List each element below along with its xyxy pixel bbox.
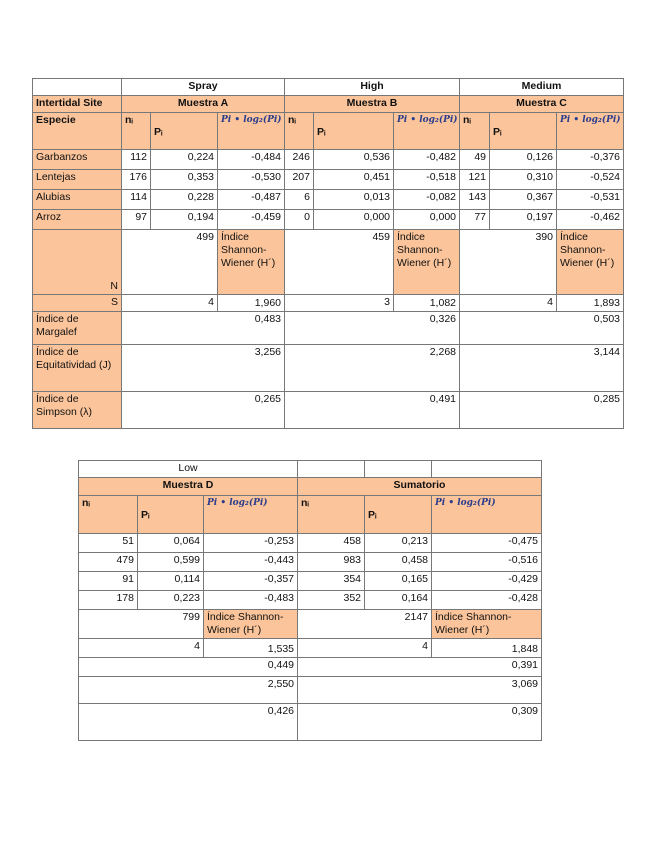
diversity-table-site-d-sum [78, 460, 542, 741]
ni-header: nᵢ [122, 113, 151, 150]
formula-header: Pi • log₂(Pi) [218, 113, 285, 150]
blank-cell [298, 461, 365, 478]
diversity-table-sites-a-c [32, 78, 624, 429]
species-row [79, 553, 542, 572]
ni-value: 112 [122, 150, 151, 170]
site-row [33, 79, 624, 96]
equit-value: 2,268 [285, 345, 460, 392]
species-row [33, 150, 624, 170]
s-label: S [33, 295, 122, 312]
pi-value: 0,213 [365, 534, 432, 553]
margalef-row [33, 312, 624, 345]
sample-name: Muestra C [460, 96, 624, 113]
pi-header: Pᵢ [317, 126, 326, 138]
equit-value: 2,550 [79, 677, 298, 704]
shannon-value: 1,535 [204, 639, 298, 658]
n-value: 459 [285, 230, 394, 295]
species-row [33, 190, 624, 210]
ni-value: 983 [298, 553, 365, 572]
shannon-value: 1,960 [218, 295, 285, 312]
simpson-value: 0,426 [79, 704, 298, 741]
n-label: N [33, 230, 122, 295]
site-row [79, 461, 542, 478]
pilog-value: -0,428 [432, 591, 542, 610]
shannon-label: Índice Shannon-Wiener (H´) [218, 230, 285, 295]
pi-value: 0,224 [151, 150, 218, 170]
pi-value: 0,223 [138, 591, 204, 610]
species-name: Lentejas [33, 170, 122, 190]
ni-value: 176 [122, 170, 151, 190]
pi-header-cell [314, 113, 394, 150]
site-label: Intertidal Site [33, 96, 122, 113]
pilog-value: -0,531 [557, 190, 624, 210]
shannon-value: 1,848 [432, 639, 542, 658]
pi-value: 0,013 [314, 190, 394, 210]
n-row [33, 230, 624, 295]
species-name: Garbanzos [33, 150, 122, 170]
ni-value: 6 [285, 190, 314, 210]
margalef-value: 0,449 [79, 658, 298, 677]
pi-value: 0,353 [151, 170, 218, 190]
ni-value: 114 [122, 190, 151, 210]
species-row [79, 572, 542, 591]
blank-cell [365, 461, 432, 478]
pi-header: Pᵢ [154, 126, 163, 138]
header-row [79, 496, 542, 534]
n-value: 499 [122, 230, 218, 295]
ni-header: nᵢ [298, 496, 365, 534]
ni-value: 207 [285, 170, 314, 190]
site-name: Spray [122, 79, 285, 96]
pilog-value: -0,530 [218, 170, 285, 190]
pi-value: 0,114 [138, 572, 204, 591]
pi-value: 0,458 [365, 553, 432, 572]
n-value: 2147 [298, 610, 432, 639]
pi-header: Pᵢ [141, 509, 150, 521]
ni-value: 143 [460, 190, 490, 210]
ni-value: 246 [285, 150, 314, 170]
site-name: High [285, 79, 460, 96]
formula-header: Pi • log₂(Pi) [394, 113, 460, 150]
shannon-label: Índice Shannon-Wiener (H´) [394, 230, 460, 295]
pilog-value: -0,376 [557, 150, 624, 170]
pi-value: 0,536 [314, 150, 394, 170]
pilog-value: -0,483 [204, 591, 298, 610]
ni-value: 77 [460, 210, 490, 230]
shannon-value: 1,082 [394, 295, 460, 312]
sample-name: Muestra D [79, 478, 298, 496]
s-value: 4 [460, 295, 557, 312]
pi-header-cell [138, 496, 204, 534]
species-row [79, 591, 542, 610]
shannon-value: 1,893 [557, 295, 624, 312]
ni-value: 479 [79, 553, 138, 572]
pi-value: 0,367 [490, 190, 557, 210]
simpson-value: 0,265 [122, 392, 285, 429]
simpson-value: 0,285 [460, 392, 624, 429]
margalef-value: 0,483 [122, 312, 285, 345]
pilog-value: -0,443 [204, 553, 298, 572]
pi-header-cell [151, 113, 218, 150]
species-row [33, 170, 624, 190]
pi-value: 0,194 [151, 210, 218, 230]
sample-name: Sumatorio [298, 478, 542, 496]
formula-header: Pi • log₂(Pi) [432, 496, 542, 534]
pilog-value: -0,475 [432, 534, 542, 553]
pi-value: 0,165 [365, 572, 432, 591]
pilog-value: -0,524 [557, 170, 624, 190]
site-name: Low [79, 461, 298, 478]
ni-value: 91 [79, 572, 138, 591]
simpson-value: 0,491 [285, 392, 460, 429]
margalef-value: 0,326 [285, 312, 460, 345]
shannon-label: Índice Shannon-Wiener (H´) [432, 610, 542, 639]
formula-header: Pi • log₂(Pi) [204, 496, 298, 534]
header-row [33, 113, 624, 150]
s-value: 4 [298, 639, 432, 658]
equit-label: Índice de Equitatividad (J) [33, 345, 122, 392]
simpson-row [79, 704, 542, 741]
pilog-value: -0,482 [394, 150, 460, 170]
pilog-value: -0,518 [394, 170, 460, 190]
equit-row [33, 345, 624, 392]
pi-value: 0,451 [314, 170, 394, 190]
blank-cell [432, 461, 542, 478]
equit-value: 3,256 [122, 345, 285, 392]
margalef-value: 0,503 [460, 312, 624, 345]
margalef-value: 0,391 [298, 658, 542, 677]
pi-value: 0,197 [490, 210, 557, 230]
pi-value: 0,164 [365, 591, 432, 610]
sample-row [33, 96, 624, 113]
pi-header-cell [365, 496, 432, 534]
equit-value: 3,069 [298, 677, 542, 704]
species-row [79, 534, 542, 553]
ni-value: 458 [298, 534, 365, 553]
ni-value: 178 [79, 591, 138, 610]
pi-value: 0,228 [151, 190, 218, 210]
simpson-label: Índice de Simpson (λ) [33, 392, 122, 429]
site-name: Medium [460, 79, 624, 96]
pi-value: 0,000 [314, 210, 394, 230]
pi-value: 0,599 [138, 553, 204, 572]
simpson-value: 0,309 [298, 704, 542, 741]
simpson-row [33, 392, 624, 429]
s-value: 4 [122, 295, 218, 312]
s-value: 4 [79, 639, 204, 658]
n-row [79, 610, 542, 639]
pi-value: 0,310 [490, 170, 557, 190]
pilog-value: -0,459 [218, 210, 285, 230]
equit-value: 3,144 [460, 345, 624, 392]
pilog-value: -0,429 [432, 572, 542, 591]
pilog-value: -0,516 [432, 553, 542, 572]
pilog-value: -0,082 [394, 190, 460, 210]
pilog-value: -0,484 [218, 150, 285, 170]
blank-cell [33, 79, 122, 96]
ni-header: nᵢ [79, 496, 138, 534]
pilog-value: -0,462 [557, 210, 624, 230]
pilog-value: -0,487 [218, 190, 285, 210]
formula-header: Pi • log₂(Pi) [557, 113, 624, 150]
pi-header-cell [490, 113, 557, 150]
n-value: 390 [460, 230, 557, 295]
s-row [33, 295, 624, 312]
shannon-label: Índice Shannon-Wiener (H´) [204, 610, 298, 639]
ni-header: nᵢ [460, 113, 490, 150]
s-value: 3 [285, 295, 394, 312]
table-body [33, 79, 624, 429]
sample-row [79, 478, 542, 496]
ni-value: 97 [122, 210, 151, 230]
pilog-value: -0,357 [204, 572, 298, 591]
ni-value: 51 [79, 534, 138, 553]
equit-row [79, 677, 542, 704]
ni-value: 0 [285, 210, 314, 230]
ni-value: 121 [460, 170, 490, 190]
especie-label: Especie [33, 113, 122, 150]
pi-header: Pᵢ [493, 126, 502, 138]
shannon-label: Índice Shannon-Wiener (H´) [557, 230, 624, 295]
sample-name: Muestra A [122, 96, 285, 113]
sample-name: Muestra B [285, 96, 460, 113]
ni-value: 352 [298, 591, 365, 610]
ni-value: 354 [298, 572, 365, 591]
species-name: Arroz [33, 210, 122, 230]
ni-value: 49 [460, 150, 490, 170]
pilog-value: -0,253 [204, 534, 298, 553]
margalef-row [79, 658, 542, 677]
ni-header: nᵢ [285, 113, 314, 150]
pi-header: Pᵢ [368, 509, 377, 521]
table-body [79, 461, 542, 741]
s-row [79, 639, 542, 658]
n-value: 799 [79, 610, 204, 639]
pilog-value: 0,000 [394, 210, 460, 230]
margalef-label: Índice de Margalef [33, 312, 122, 345]
pi-value: 0,064 [138, 534, 204, 553]
pi-value: 0,126 [490, 150, 557, 170]
species-row [33, 210, 624, 230]
species-name: Alubias [33, 190, 122, 210]
